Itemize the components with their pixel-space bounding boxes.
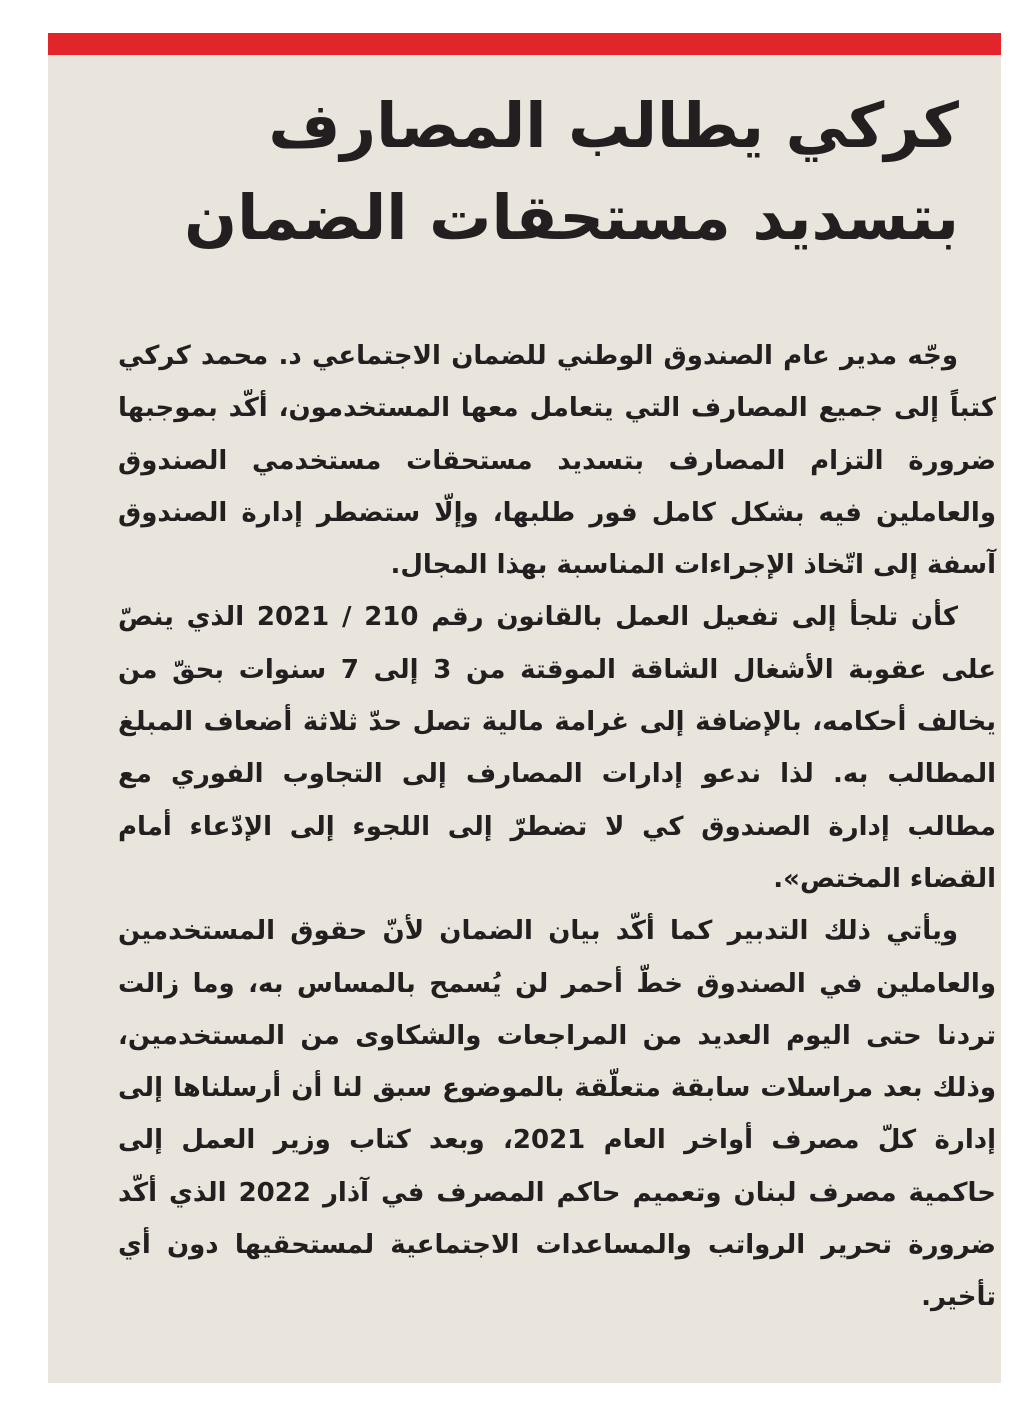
article-headline: كركي يطالب المصارف بتسديد مستحقات الضمان bbox=[184, 89, 959, 254]
article-paragraph-1: وجّه مدير عام الصندوق الوطني للضمان الاجتماعي د. محمد كركي كتباً إلى جميع المصارف التي يتعامل معها المستخدمون، أكّد بموجبها ضرورة التزام المصارف بتسديد مستحقات مستخدمي الصندوق والعاملين فيه بشكل كامل فور طلبها، وإلّا ستضطر إدارة الصندوق آسفة إلى اتّخاذ الإجراءات المناسبة بهذا المجال. bbox=[118, 341, 996, 581]
red-accent-bar bbox=[48, 33, 1001, 55]
article-body bbox=[118, 330, 996, 1324]
article-paragraph-3: ويأتي ذلك التدبير كما أكّد بيان الضمان لأنّ حقوق المستخدمين والعاملين في الصندوق خطّ أحمر لن يُسمح بالمساس به، وما زالت تردنا حتى اليوم العديد من المراجعات والشكاوى من المستخدمين، وذلك بعد مراسلات سابقة متعلّقة بالموضوع سبق لنا أن أرسلناها إلى إدارة كلّ مصرف أواخر العام 2021، وبعد كتاب وزير العمل إلى حاكمية مصرف لبنان وتعميم حاكم المصرف في آذار 2022 الذي أكّد ضرورة تحرير الرواتب والمساعدات الاجتماعية لمستحقيها دون أي تأخير. bbox=[118, 916, 996, 1313]
article-paragraph-2: كأن تلجأ إلى تفعيل العمل بالقانون رقم 210 / 2021 الذي ينصّ على عقوبة الأشغال الشاقة الموقتة من 3 إلى 7 سنوات بحقّ من يخالف أحكامه، بالإضافة إلى غرامة مالية تصل حدّ ثلاثة أضعاف المبلغ المطالب به. لذا ندعو إدارات المصارف إلى التجاوب الفوري مع مطالب إدارة الصندوق كي لا تضطرّ إلى اللجوء إلى الإدّعاء أمام القضاء المختص». bbox=[118, 602, 996, 894]
